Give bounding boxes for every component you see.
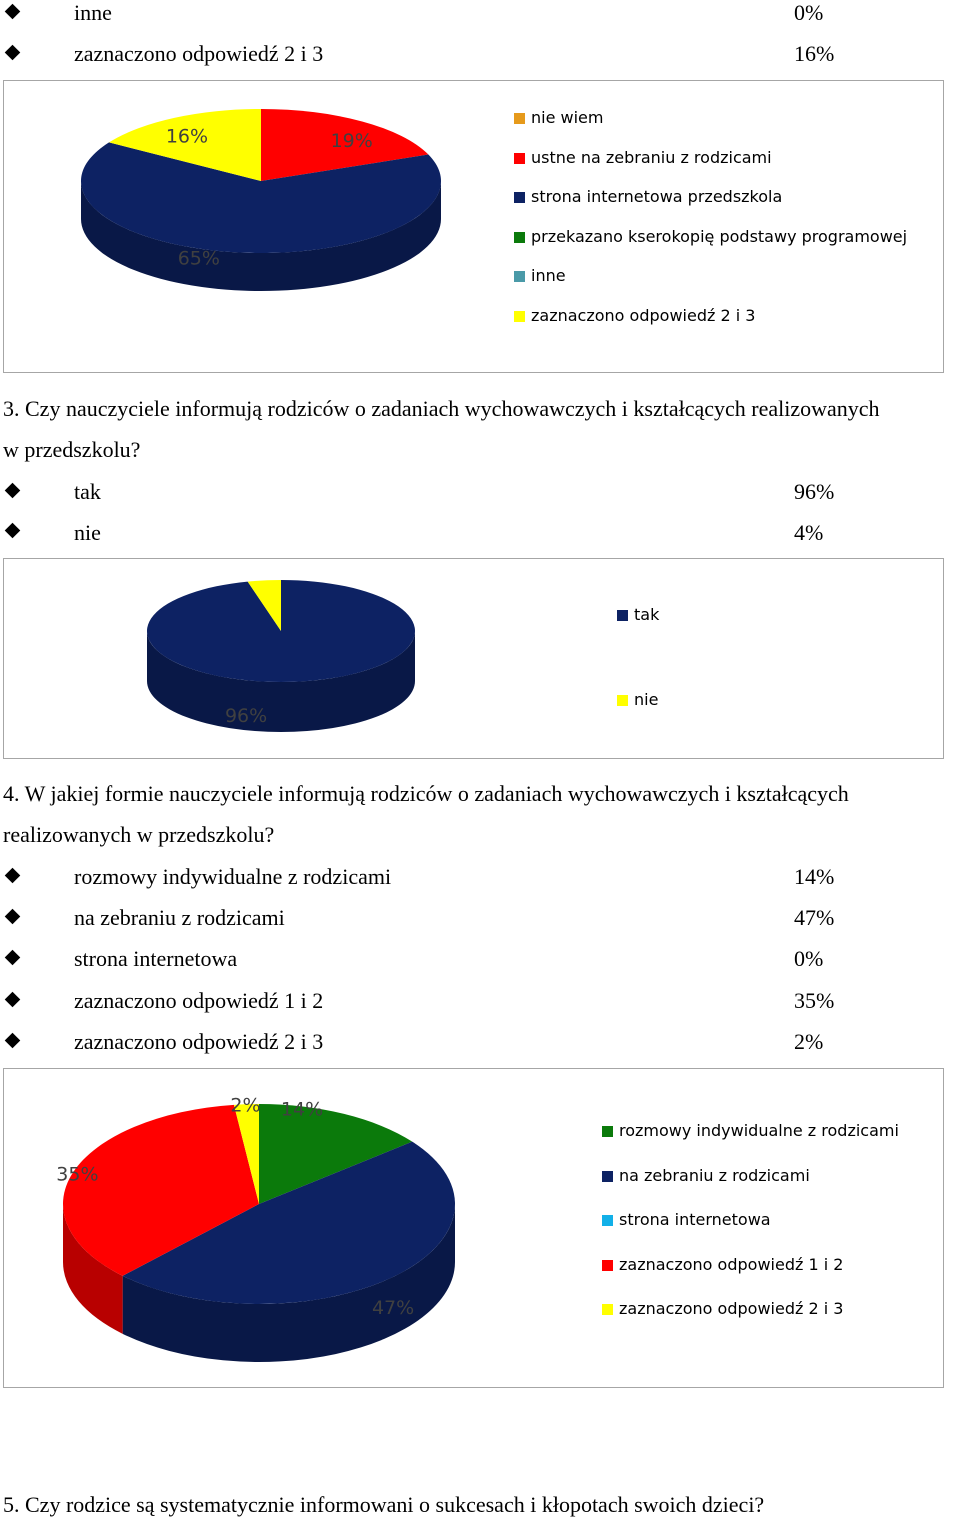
legend-swatch <box>514 232 525 243</box>
bullet-icon <box>5 992 19 1006</box>
legend-label: na zebraniu z rodzicami <box>619 1165 810 1185</box>
legend-swatch <box>602 1260 613 1271</box>
bullet-icon <box>5 523 19 537</box>
legend-item <box>602 1255 843 1275</box>
legend-label: tak <box>634 605 660 624</box>
q4-option-value: 35% <box>794 988 835 1013</box>
chart-2-pie <box>4 559 945 760</box>
q3-title-line1: 3. Czy nauczyciele informują rodziców o zadaniach wychowawczych i kształcących realizowanych <box>3 396 880 421</box>
data-label: 16% <box>165 125 209 148</box>
bullet-icon <box>5 1033 19 1047</box>
legend-item <box>514 227 907 247</box>
legend-label: zaznaczono odpowiedź 2 i 3 <box>531 305 756 325</box>
legend-item <box>514 187 782 207</box>
legend-item <box>617 690 658 710</box>
q2-option-value: 16% <box>794 41 835 66</box>
legend-swatch <box>617 695 628 706</box>
legend-label: inne <box>531 266 566 285</box>
q4-option-label: na zebraniu z rodzicami <box>74 905 285 930</box>
legend-swatch <box>602 1171 613 1182</box>
data-label: 96% <box>224 704 268 727</box>
q3-option-value: 96% <box>794 479 835 504</box>
legend-label: zaznaczono odpowiedź 2 i 3 <box>619 1299 844 1318</box>
data-label: 19% <box>330 129 373 152</box>
data-label: 47% <box>371 1296 415 1319</box>
q4-option-label: rozmowy indywidualne z rodzicami <box>74 864 392 889</box>
q4-option-label: zaznaczono odpowiedź 2 i 3 <box>74 1029 324 1054</box>
q2-option-value: 0% <box>794 0 824 25</box>
legend-swatch <box>514 271 525 282</box>
q4-option-value: 2% <box>794 1029 824 1054</box>
legend-swatch <box>514 192 525 203</box>
legend-item <box>602 1299 843 1319</box>
q3-option-label: tak <box>74 479 101 504</box>
legend-item <box>514 266 566 286</box>
chart-2 <box>3 558 944 759</box>
legend-swatch <box>602 1215 613 1226</box>
q2-option-label: zaznaczono odpowiedź 2 i 3 <box>74 41 324 66</box>
data-label: 35% <box>56 1163 99 1186</box>
legend-label: rozmowy indywidualne z rodzicami <box>619 1121 899 1140</box>
q4-option-label: zaznaczono odpowiedź 1 i 2 <box>74 988 324 1013</box>
bullet-icon <box>5 909 19 923</box>
legend-label: nie wiem <box>531 108 604 127</box>
q4-option-label: strona internetowa <box>74 946 238 971</box>
data-label: 65% <box>177 247 220 270</box>
legend-label: zaznaczono odpowiedź 1 i 2 <box>619 1254 844 1274</box>
legend-swatch <box>602 1304 613 1315</box>
legend-item <box>514 108 603 128</box>
legend-label: nie <box>634 690 659 709</box>
q4-option-value: 14% <box>794 864 835 889</box>
q3-option-value: 4% <box>794 520 824 545</box>
legend-item <box>514 306 755 326</box>
data-label: 2% <box>230 1094 261 1117</box>
q4-title-line2: realizowanych w przedszkolu? <box>3 822 275 847</box>
legend-swatch <box>514 311 525 322</box>
legend-item <box>514 148 772 168</box>
legend-swatch <box>514 113 525 124</box>
chart-1 <box>3 80 944 373</box>
legend-label: strona internetowa <box>619 1210 771 1229</box>
legend-swatch <box>617 610 628 621</box>
legend-item <box>617 605 659 625</box>
q2-option-label: inne <box>74 0 112 25</box>
q3-option-label: nie <box>74 520 101 545</box>
q4-title-line1: 4. W jakiej formie nauczyciele informują rodziców o zadaniach wychowawczych i kształcących <box>3 781 849 806</box>
bullet-icon <box>5 868 19 882</box>
legend-item <box>602 1210 771 1230</box>
bullet-icon <box>5 950 19 964</box>
bullet-icon <box>5 45 19 59</box>
q4-option-value: 47% <box>794 905 835 930</box>
data-label: 14% <box>280 1098 324 1121</box>
q5-title: 5. Czy rodzice są systematycznie informowani o sukcesach i kłopotach swoich dzieci? <box>3 1492 765 1517</box>
legend-swatch <box>514 153 525 164</box>
chart-3-pie <box>4 1069 945 1389</box>
bullet-icon <box>5 4 19 18</box>
legend-item <box>602 1121 899 1141</box>
bullet-icon <box>5 483 19 497</box>
q3-title-line2: w przedszkolu? <box>3 437 141 462</box>
legend-label: przekazano kserokopię podstawy programowej <box>531 226 908 246</box>
legend-label: strona internetowa przedszkola <box>531 187 783 206</box>
q4-option-value: 0% <box>794 946 824 971</box>
legend-label: ustne na zebraniu z rodzicami <box>531 147 772 167</box>
legend-swatch <box>602 1126 613 1137</box>
legend-item <box>602 1166 810 1186</box>
chart-3 <box>3 1068 944 1388</box>
